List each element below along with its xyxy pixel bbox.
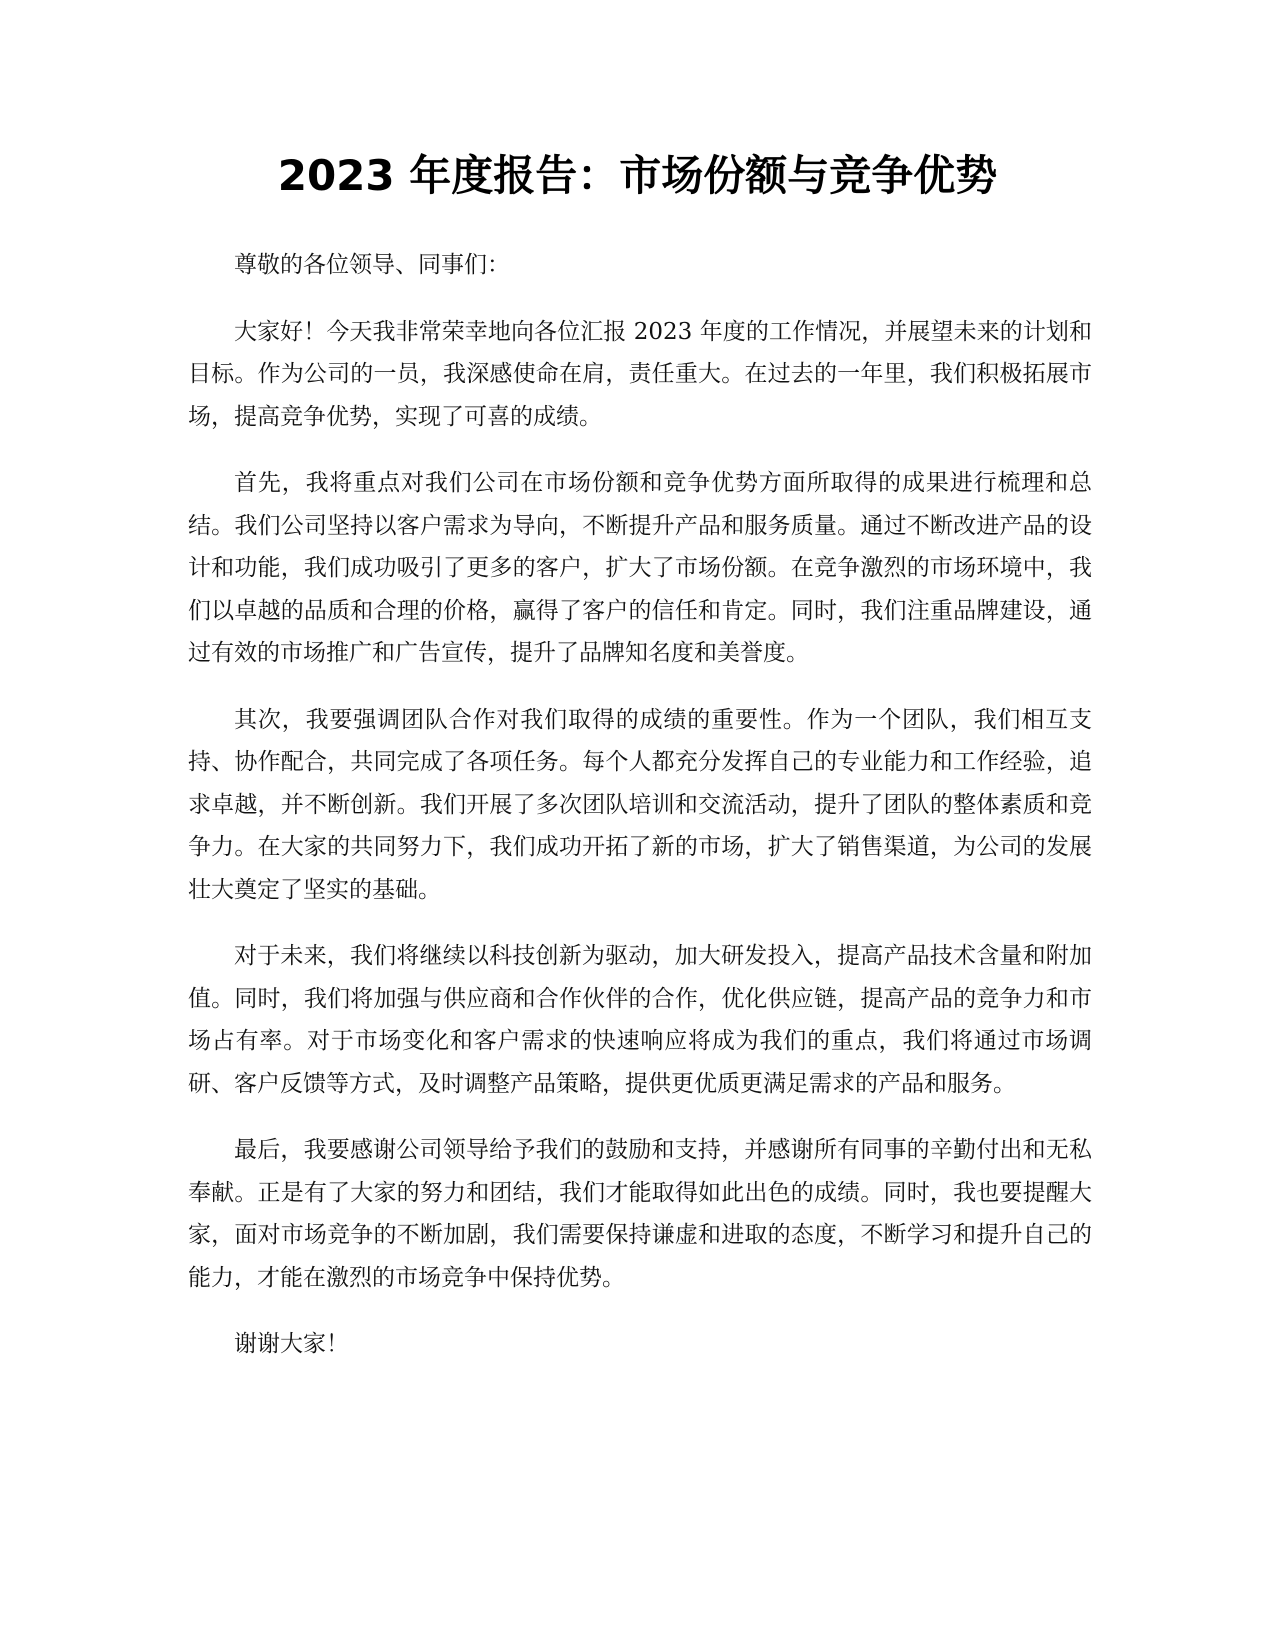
document-body <box>188 244 1092 1366</box>
teamwork-paragraph: 其次，我要强调团队合作对我们取得的成绩的重要性。作为一个团队，我们相互支持、协作配合，共同完成了各项任务。每个人都充分发挥自己的专业能力和工作经验，追求卓越，并不断创新。我们开展了多次团队培训和交流活动，提升了团队的整体素质和竞争力。在大家的共同努力下，我们成功开拓了新的市场，扩大了销售渠道，为公司的发展壮大奠定了坚实的基础。 <box>188 706 1092 903</box>
salutation-paragraph: 尊敬的各位领导、同事们： <box>234 252 510 278</box>
market-share-paragraph: 首先，我将重点对我们公司在市场份额和竞争优势方面所取得的成果进行梳理和总结。我们公司坚持以客户需求为导向，不断提升产品和服务质量。通过不断改进产品的设计和功能，我们成功吸引了更多的客户，扩大了市场份额。在竞争激烈的市场环境中，我们以卓越的品质和合理的价格，赢得了客户的信任和肯定。同时，我们注重品牌建设，通过有效的市场推广和广告宣传，提升了品牌知名度和美誉度。 <box>188 470 1092 666</box>
closing-paragraph: 谢谢大家！ <box>234 1331 349 1357</box>
future-plan-paragraph: 对于未来，我们将继续以科技创新为驱动，加大研发投入，提高产品技术含量和附加值。同时，我们将加强与供应商和合作伙伴的合作，优化供应链，提高产品的竞争力和市场占有率。对于市场变化和客户需求的快速响应将成为我们的重点，我们将通过市场调研、客户反馈等方式，及时调整产品策略，提供更优质更满足需求的产品和服务。 <box>188 943 1092 1097</box>
opening-paragraph: 大家好！今天我非常荣幸地向各位汇报 2023 年度的工作情况，并展望未来的计划和目标。作为公司的一员，我深感使命在肩，责任重大。在过去的一年里，我们积极拓展市场，提高竞争优势，实现了可喜的成绩。 <box>188 318 1092 430</box>
document-title: 2023 年度报告：市场份额与竞争优势 <box>277 151 998 200</box>
thanks-paragraph: 最后，我要感谢公司领导给予我们的鼓励和支持，并感谢所有同事的辛勤付出和无私奉献。正是有了大家的努力和团结，我们才能取得如此出色的成绩。同时，我也要提醒大家，面对市场竞争的不断加剧，我们需要保持谦虚和进取的态度，不断学习和提升自己的能力，才能在激烈的市场竞争中保持优势。 <box>188 1137 1092 1291</box>
